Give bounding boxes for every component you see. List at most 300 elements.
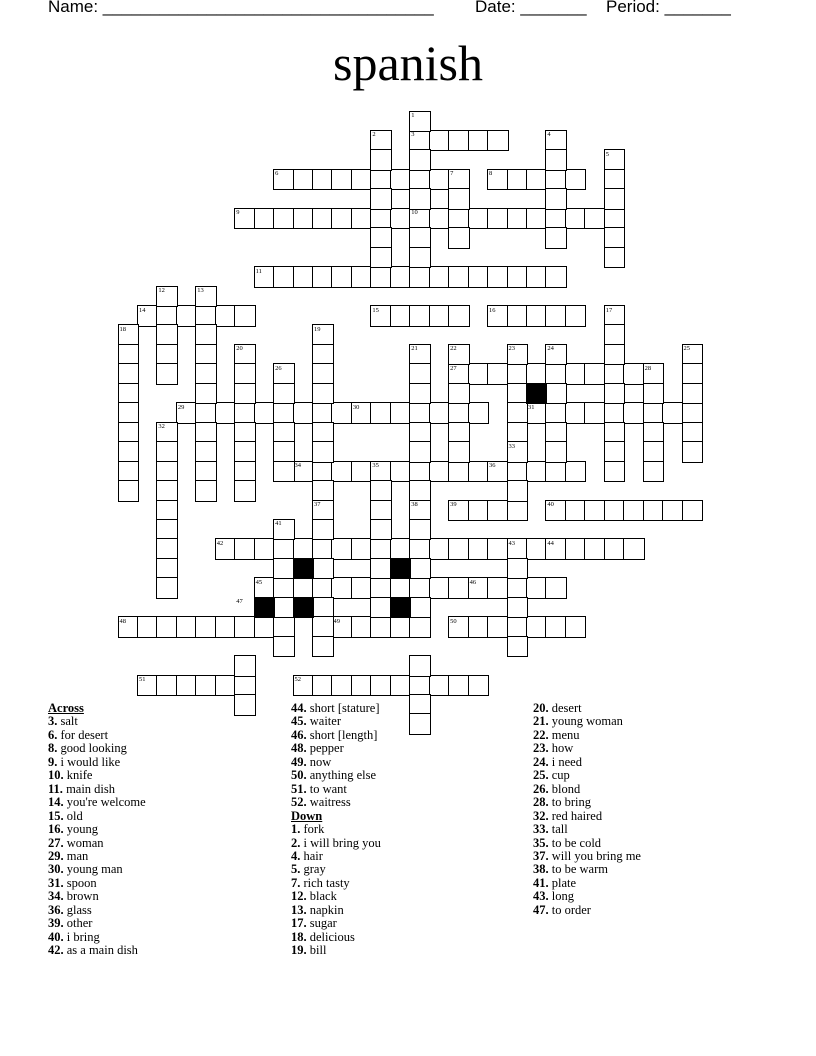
grid-cell[interactable]	[195, 383, 217, 405]
grid-cell[interactable]	[643, 383, 665, 405]
grid-cell[interactable]	[293, 538, 315, 560]
grid-cell[interactable]	[254, 208, 276, 230]
grid-cell[interactable]	[312, 441, 334, 463]
grid-cell[interactable]	[370, 519, 392, 541]
grid-cell[interactable]	[584, 208, 606, 230]
grid-cell[interactable]	[293, 577, 315, 599]
grid-cell[interactable]	[390, 461, 412, 483]
grid-cell[interactable]	[526, 266, 548, 288]
grid-cell[interactable]	[176, 675, 198, 697]
clue-item: 35. to be cold	[533, 835, 602, 850]
grid-cell[interactable]	[254, 402, 276, 424]
grid-cell[interactable]	[623, 363, 645, 385]
grid-cell[interactable]	[507, 208, 529, 230]
grid-cell[interactable]	[448, 208, 470, 230]
grid-cell[interactable]	[507, 636, 529, 658]
grid-cell[interactable]	[507, 500, 529, 522]
grid-cell[interactable]	[507, 597, 529, 619]
grid-cell[interactable]	[273, 266, 295, 288]
grid-cell[interactable]	[370, 227, 392, 249]
grid-cell[interactable]	[273, 577, 295, 599]
grid-cell[interactable]	[312, 402, 334, 424]
grid-cell[interactable]	[156, 344, 178, 366]
grid-cell[interactable]	[156, 500, 178, 522]
grid-cell[interactable]	[545, 305, 567, 327]
grid-cell[interactable]	[526, 461, 548, 483]
grid-cell[interactable]	[234, 422, 256, 444]
grid-cell[interactable]	[312, 519, 334, 541]
grid-cell[interactable]	[234, 694, 256, 716]
grid-cell[interactable]	[351, 169, 373, 191]
grid-cell[interactable]	[370, 616, 392, 638]
grid-cell[interactable]	[195, 675, 217, 697]
grid-cell[interactable]	[565, 305, 587, 327]
grid-cell[interactable]	[156, 577, 178, 599]
grid-cell[interactable]	[448, 227, 470, 249]
grid-cell[interactable]	[507, 169, 529, 191]
grid-cell[interactable]	[507, 480, 529, 502]
grid-cell[interactable]	[565, 461, 587, 483]
grid-cell[interactable]	[370, 266, 392, 288]
clue-number: 49	[333, 617, 340, 625]
grid-cell[interactable]	[409, 694, 431, 716]
grid-cell[interactable]	[643, 422, 665, 444]
grid-cell[interactable]	[448, 441, 470, 463]
grid-cell[interactable]	[195, 461, 217, 483]
grid-cell[interactable]	[312, 208, 334, 230]
grid-cell[interactable]	[331, 169, 353, 191]
grid-cell[interactable]	[604, 227, 626, 249]
grid-cell[interactable]	[565, 402, 587, 424]
grid-cell[interactable]	[448, 130, 470, 152]
grid-cell[interactable]	[429, 169, 454, 191]
grid-cell[interactable]	[468, 616, 490, 638]
grid-cell[interactable]	[195, 344, 217, 366]
grid-cell[interactable]	[156, 363, 178, 385]
grid-cell[interactable]	[682, 383, 704, 405]
grid-cell[interactable]	[176, 305, 198, 327]
grid-cell[interactable]	[604, 402, 626, 424]
grid-cell[interactable]	[487, 208, 509, 230]
grid-cell[interactable]	[312, 636, 334, 658]
grid-cell[interactable]	[312, 577, 334, 599]
grid-cell[interactable]	[468, 675, 490, 697]
grid-cell[interactable]	[429, 538, 451, 560]
grid-cell[interactable]	[234, 480, 256, 502]
grid-cell[interactable]	[565, 500, 587, 522]
grid-cell[interactable]	[293, 402, 315, 424]
grid-cell[interactable]	[526, 616, 548, 638]
grid-cell[interactable]	[370, 247, 392, 269]
grid-cell[interactable]	[409, 675, 431, 697]
grid-cell[interactable]	[351, 538, 373, 560]
grid-cell[interactable]	[545, 441, 567, 463]
grid-cell[interactable]	[526, 363, 548, 385]
grid-cell[interactable]	[351, 616, 373, 638]
grid-cell[interactable]	[409, 616, 431, 638]
grid-cell[interactable]	[545, 422, 567, 444]
grid-cell[interactable]	[312, 675, 334, 697]
grid-cell[interactable]	[409, 169, 431, 191]
grid-cell[interactable]	[215, 305, 237, 327]
grid-cell[interactable]	[487, 577, 509, 599]
grid-cell[interactable]	[156, 538, 178, 560]
grid-cell[interactable]	[234, 616, 256, 638]
grid-cell[interactable]	[273, 461, 295, 483]
grid-cell[interactable]	[429, 577, 451, 599]
grid-cell[interactable]	[293, 208, 315, 230]
grid-cell[interactable]	[409, 247, 431, 269]
grid-cell[interactable]	[468, 208, 490, 230]
grid-cell[interactable]	[156, 461, 178, 483]
grid-cell[interactable]	[604, 441, 626, 463]
grid-cell[interactable]	[390, 538, 412, 560]
grid-cell[interactable]	[429, 266, 451, 288]
grid-cell[interactable]	[584, 363, 606, 385]
grid-cell[interactable]	[370, 149, 392, 171]
grid-cell[interactable]	[604, 188, 626, 210]
clue-number: 52	[294, 676, 302, 684]
grid-cell[interactable]	[312, 363, 334, 385]
grid-cell[interactable]	[370, 597, 392, 619]
grid-cell[interactable]	[604, 500, 626, 522]
grid-cell[interactable]	[409, 558, 431, 580]
grid-cell[interactable]	[604, 538, 626, 560]
grid-cell[interactable]	[234, 675, 256, 697]
grid-cell[interactable]	[390, 266, 412, 288]
grid-cell[interactable]	[526, 305, 548, 327]
grid-cell[interactable]	[429, 208, 451, 230]
grid-cell[interactable]	[429, 675, 451, 697]
grid-cell[interactable]	[604, 363, 626, 385]
grid-cell[interactable]	[195, 422, 217, 444]
grid-cell[interactable]	[370, 402, 392, 424]
grid-cell[interactable]	[507, 422, 529, 444]
grid-cell[interactable]	[409, 597, 431, 619]
grid-cell[interactable]	[331, 538, 353, 560]
grid-cell[interactable]	[468, 130, 490, 152]
grid-cell[interactable]	[507, 305, 529, 327]
grid-cell[interactable]	[273, 558, 295, 580]
grid-cell[interactable]	[273, 383, 295, 405]
grid-cell[interactable]	[565, 538, 587, 560]
grid-cell[interactable]	[312, 169, 334, 191]
grid-cell[interactable]	[156, 616, 178, 638]
grid-cell[interactable]	[429, 402, 451, 424]
grid-cell[interactable]	[448, 461, 470, 483]
grid-cell[interactable]	[682, 441, 704, 463]
grid-cell[interactable]	[118, 363, 140, 385]
grid-cell[interactable]	[545, 169, 567, 191]
grid-cell[interactable]	[545, 461, 567, 483]
grid-cell[interactable]	[507, 616, 529, 638]
grid-cell[interactable]	[293, 169, 315, 191]
grid-cell[interactable]	[273, 441, 295, 463]
grid-cell[interactable]	[604, 169, 626, 191]
grid-cell[interactable]	[312, 422, 334, 444]
grid-cell[interactable]	[312, 538, 334, 560]
grid-cell[interactable]	[409, 149, 431, 171]
grid-cell[interactable]	[604, 383, 626, 405]
grid-cell[interactable]	[429, 461, 451, 483]
grid-cell[interactable]	[390, 305, 412, 327]
grid-cell[interactable]	[156, 324, 178, 346]
page-title: spanish	[333, 35, 483, 91]
grid-cell[interactable]	[370, 675, 392, 697]
grid-cell[interactable]	[254, 616, 276, 638]
grid-cell[interactable]	[195, 305, 217, 327]
grid-cell[interactable]	[604, 422, 626, 444]
grid-cell[interactable]	[409, 441, 431, 463]
grid-cell[interactable]	[409, 383, 431, 405]
grid-cell[interactable]	[273, 636, 295, 658]
clue-item: 18. delicious	[291, 929, 355, 944]
grid-cell[interactable]	[331, 208, 353, 230]
grid-cell[interactable]	[351, 266, 373, 288]
grid-cell[interactable]	[565, 363, 587, 385]
grid-cell[interactable]	[370, 480, 392, 502]
grid-cell[interactable]	[545, 363, 567, 385]
grid-cell[interactable]	[448, 305, 470, 327]
grid-cell[interactable]	[195, 363, 217, 385]
grid-cell[interactable]	[487, 538, 509, 560]
grid-cell[interactable]	[331, 577, 353, 599]
grid-cell[interactable]	[273, 597, 295, 619]
grid-cell[interactable]	[643, 461, 665, 483]
grid-cell[interactable]	[312, 616, 334, 638]
grid-cell[interactable]	[487, 266, 509, 288]
grid-cell[interactable]	[487, 616, 509, 638]
grid-cell[interactable]	[118, 383, 140, 405]
grid-cell[interactable]	[409, 655, 431, 677]
grid-cell[interactable]	[448, 675, 470, 697]
grid-cell[interactable]	[468, 363, 490, 385]
grid-cell[interactable]	[273, 208, 295, 230]
grid-cell[interactable]	[545, 383, 567, 405]
grid-cell[interactable]	[409, 577, 431, 599]
grid-cell[interactable]	[584, 402, 606, 424]
grid-cell[interactable]	[137, 616, 159, 638]
grid-cell[interactable]	[545, 227, 567, 249]
grid-cell[interactable]	[507, 363, 529, 385]
grid-cell[interactable]	[409, 480, 431, 502]
grid-cell[interactable]	[118, 441, 140, 463]
grid-cell[interactable]	[545, 616, 567, 638]
grid-cell[interactable]	[351, 461, 373, 483]
grid-cell[interactable]	[604, 461, 626, 483]
grid-cell[interactable]	[565, 208, 587, 230]
clue-number: 43	[508, 539, 515, 547]
grid-cell[interactable]	[409, 266, 431, 288]
grid-cell[interactable]	[331, 402, 353, 424]
grid-cell[interactable]	[507, 266, 529, 288]
grid-cell[interactable]	[409, 305, 431, 327]
grid-cell[interactable]	[604, 247, 626, 269]
grid-cell[interactable]	[448, 577, 470, 599]
grid-cell[interactable]	[526, 208, 548, 230]
grid-cell[interactable]	[565, 169, 587, 191]
grid-cell[interactable]	[118, 422, 140, 444]
grid-cell[interactable]	[507, 461, 529, 483]
grid-cell[interactable]	[234, 363, 256, 385]
grid-cell[interactable]	[331, 675, 353, 697]
grid-cell[interactable]	[195, 324, 217, 346]
grid-cell[interactable]	[312, 558, 334, 580]
grid-cell[interactable]	[156, 441, 178, 463]
grid-cell[interactable]	[409, 227, 431, 249]
grid-cell[interactable]	[409, 363, 431, 385]
grid-cell[interactable]	[604, 344, 626, 366]
grid-cell[interactable]	[565, 616, 587, 638]
grid-cell[interactable]	[526, 169, 548, 191]
grid-cell[interactable]	[156, 305, 178, 327]
grid-cell[interactable]	[312, 266, 334, 288]
grid-cell[interactable]	[448, 266, 470, 288]
grid-cell[interactable]	[390, 169, 412, 191]
grid-cell[interactable]	[448, 538, 470, 560]
grid-cell[interactable]	[118, 480, 140, 502]
grid-cell[interactable]	[409, 422, 431, 444]
grid-cell[interactable]	[643, 402, 665, 424]
grid-cell[interactable]	[409, 402, 431, 424]
grid-cell[interactable]	[390, 577, 412, 599]
grid-cell[interactable]	[545, 149, 567, 171]
grid-cell[interactable]	[312, 597, 334, 619]
grid-cell[interactable]	[118, 344, 140, 366]
grid-cell[interactable]	[312, 461, 334, 483]
grid-cell[interactable]	[273, 402, 295, 424]
clue-item: 45. waiter	[291, 714, 341, 729]
grid-cell[interactable]	[409, 519, 431, 541]
grid-cell[interactable]	[273, 538, 295, 560]
grid-cell[interactable]	[370, 169, 392, 191]
grid-cell[interactable]	[468, 402, 490, 424]
grid-cell[interactable]	[409, 713, 431, 735]
grid-cell[interactable]	[234, 383, 256, 405]
grid-cell[interactable]	[370, 577, 392, 599]
grid-cell[interactable]	[448, 188, 470, 210]
grid-cell[interactable]	[643, 500, 665, 522]
grid-cell[interactable]	[390, 208, 412, 230]
grid-cell[interactable]	[584, 500, 606, 522]
grid-cell[interactable]	[390, 402, 412, 424]
grid-cell[interactable]	[351, 577, 373, 599]
grid-cell[interactable]	[623, 538, 645, 560]
grid-cell[interactable]	[468, 461, 490, 483]
grid-cell[interactable]	[331, 266, 353, 288]
grid-cell[interactable]	[312, 344, 334, 366]
grid-cell[interactable]	[623, 402, 645, 424]
grid-cell[interactable]	[156, 480, 178, 502]
grid-cell[interactable]	[429, 130, 451, 152]
grid-cell[interactable]	[293, 266, 315, 288]
grid-cell[interactable]	[370, 188, 392, 210]
grid-cell[interactable]	[584, 538, 606, 560]
grid-cell[interactable]	[195, 480, 217, 502]
grid-cell[interactable]	[156, 675, 178, 697]
grid-cell[interactable]	[507, 402, 529, 424]
grid-cell[interactable]	[545, 266, 567, 288]
grid-cell[interactable]	[234, 461, 256, 483]
grid-cell[interactable]	[662, 402, 684, 424]
grid-cell[interactable]	[526, 577, 548, 599]
grid-cell[interactable]	[682, 363, 704, 385]
grid-cell[interactable]	[273, 422, 295, 444]
grid-cell[interactable]	[118, 461, 140, 483]
grid-cell[interactable]	[312, 383, 334, 405]
grid-cell[interactable]	[195, 616, 217, 638]
grid-cell[interactable]	[468, 538, 490, 560]
grid-cell[interactable]	[545, 577, 567, 599]
grid-cell[interactable]	[195, 441, 217, 463]
grid-cell[interactable]	[448, 383, 470, 405]
grid-cell[interactable]	[662, 500, 684, 522]
grid-cell[interactable]	[215, 616, 237, 638]
grid-cell[interactable]	[351, 208, 373, 230]
grid-cell[interactable]	[604, 208, 626, 230]
grid-cell[interactable]	[118, 402, 140, 424]
grid-cell[interactable]	[526, 538, 548, 560]
grid-cell[interactable]	[487, 363, 509, 385]
grid-cell[interactable]	[682, 402, 704, 424]
grid-cell[interactable]	[409, 461, 431, 483]
grid-cell[interactable]	[234, 655, 256, 677]
grid-cell[interactable]	[370, 500, 392, 522]
grid-cell[interactable]	[448, 422, 470, 444]
grid-cell[interactable]	[312, 480, 334, 502]
grid-cell[interactable]	[545, 208, 567, 230]
grid-cell[interactable]	[195, 402, 217, 424]
grid-cell[interactable]	[643, 441, 665, 463]
grid-cell[interactable]	[234, 441, 256, 463]
grid-cell[interactable]	[234, 305, 256, 327]
grid-cell[interactable]	[487, 130, 509, 152]
grid-cell[interactable]	[215, 675, 237, 697]
grid-cell[interactable]	[215, 402, 237, 424]
grid-cell[interactable]	[351, 675, 373, 697]
grid-cell[interactable]	[409, 538, 431, 560]
grid-cell[interactable]	[234, 538, 256, 560]
grid-cell[interactable]	[254, 538, 276, 560]
grid-cell[interactable]	[448, 402, 470, 424]
grid-cell[interactable]	[682, 422, 704, 444]
grid-cell[interactable]	[390, 616, 412, 638]
grid-cell[interactable]	[545, 188, 567, 210]
grid-cell[interactable]	[234, 402, 256, 424]
grid-cell[interactable]	[545, 402, 567, 424]
grid-cell[interactable]	[390, 675, 412, 697]
grid-cell[interactable]	[487, 500, 509, 522]
grid-cell[interactable]	[468, 266, 490, 288]
grid-cell[interactable]	[429, 305, 451, 327]
grid-cell[interactable]	[273, 616, 295, 638]
grid-cell[interactable]	[507, 383, 529, 405]
grid-cell[interactable]	[176, 616, 198, 638]
grid-cell[interactable]	[331, 461, 353, 483]
grid-cell[interactable]	[409, 188, 431, 210]
grid-cell[interactable]	[682, 500, 704, 522]
grid-cell[interactable]	[370, 538, 392, 560]
grid-cell[interactable]	[156, 558, 178, 580]
grid-cell[interactable]	[370, 558, 392, 580]
grid-cell[interactable]	[370, 208, 392, 230]
grid-cell[interactable]	[507, 577, 529, 599]
grid-cell[interactable]	[507, 558, 529, 580]
grid-cell[interactable]	[468, 500, 490, 522]
grid-cell[interactable]	[156, 519, 178, 541]
grid-cell[interactable]	[623, 500, 645, 522]
grid-cell[interactable]	[604, 324, 626, 346]
